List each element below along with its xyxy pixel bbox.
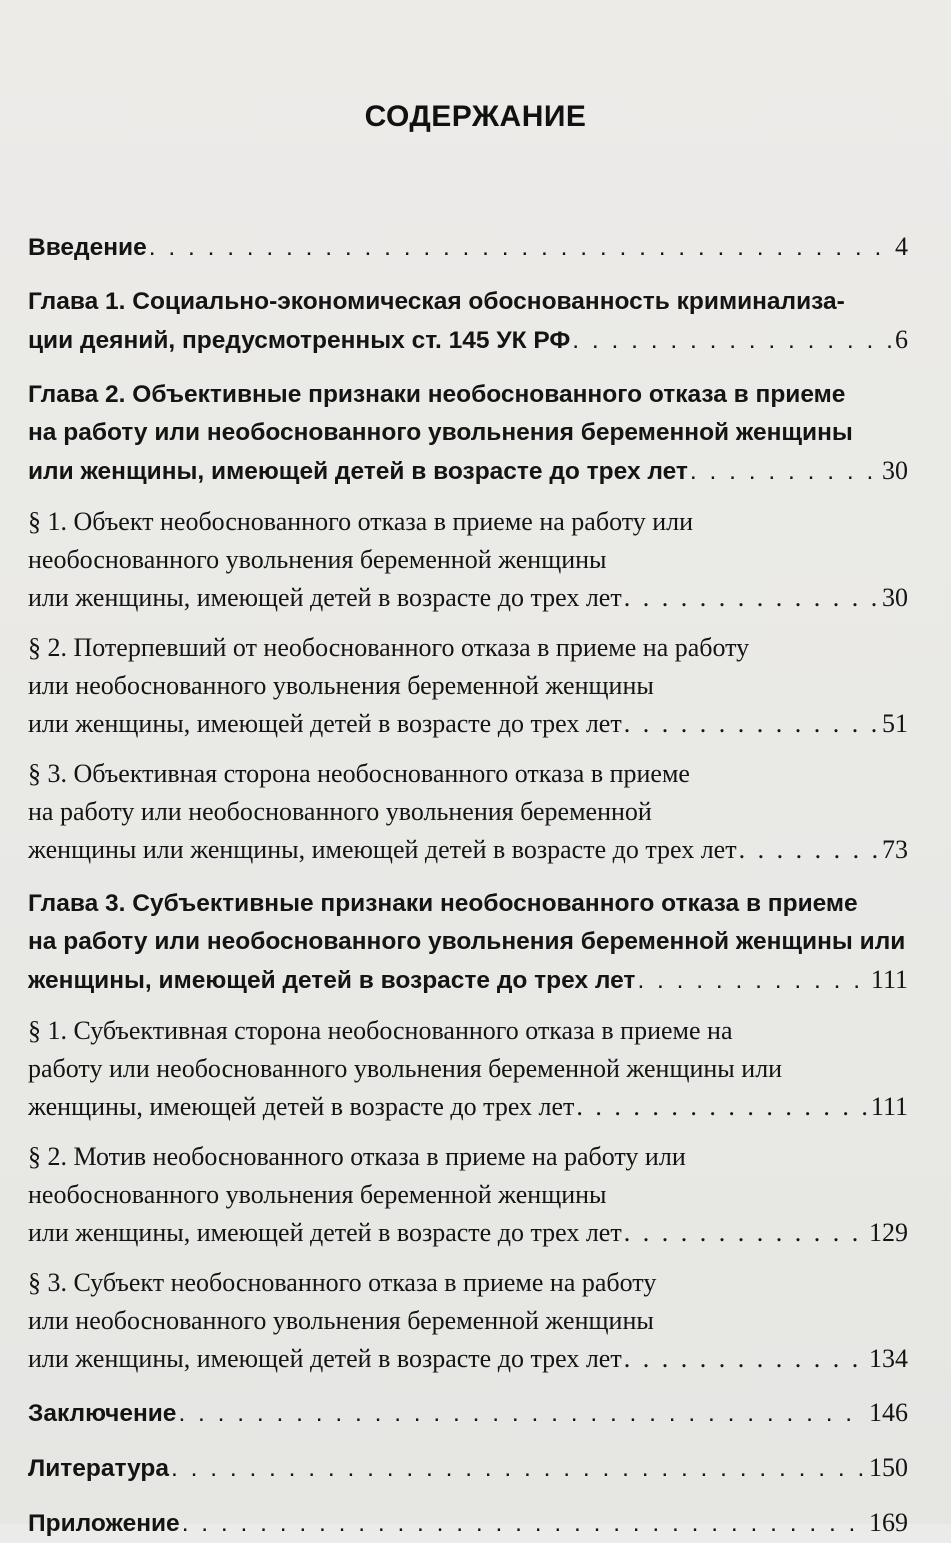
toc-entry-text: или женщины, имеющей детей в возрасте до трех лет bbox=[28, 1218, 622, 1247]
toc-page-number: 30 bbox=[882, 583, 908, 612]
toc-entry-text: Глава 1. Социально-экономическая обоснованность криминализа- bbox=[28, 288, 845, 315]
toc-page-number: 6 bbox=[895, 325, 908, 354]
toc-page-number: 111 bbox=[870, 965, 908, 994]
toc-entry-text: на работу или необоснованного увольнения беременной женщины bbox=[28, 419, 853, 446]
toc-entry-text: на работу или необоснованного увольнения беременной женщины или bbox=[28, 928, 906, 955]
toc-entry-literature[interactable] bbox=[28, 1449, 908, 1488]
toc-entry-text: или женщины, имеющей детей в возрасте до трех лет bbox=[28, 1344, 622, 1373]
leader-dots bbox=[624, 1214, 867, 1252]
toc-page-number: 146 bbox=[869, 1398, 908, 1427]
toc-page-number: 150 bbox=[869, 1453, 908, 1482]
leader-dots bbox=[739, 831, 880, 869]
toc-entry-text: женщины, имеющей детей в возрасте до трех лет bbox=[28, 967, 636, 994]
toc-entry-conclusion[interactable] bbox=[28, 1394, 908, 1433]
leader-dots bbox=[576, 1088, 869, 1126]
toc-entry-text: § 1. Субъективная сторона необоснованного отказа в приеме на bbox=[28, 1016, 733, 1045]
toc-entry-text: Глава 2. Объективные признаки необоснованного отказа в приеме bbox=[28, 381, 846, 408]
leader-dots bbox=[624, 1340, 867, 1378]
toc-entry-chapter-1[interactable] bbox=[28, 283, 908, 360]
toc-page-number: 134 bbox=[869, 1344, 908, 1373]
toc-entry-text: Заключение bbox=[28, 1400, 177, 1427]
toc-entry-text: женщины, имеющей детей в возрасте до трех лет bbox=[28, 1092, 575, 1121]
toc-page-number: 51 bbox=[882, 709, 908, 738]
toc-entry-chapter-3[interactable] bbox=[28, 885, 908, 1000]
toc-entry-text: § 2. Мотив необоснованного отказа в приеме на работу или bbox=[28, 1142, 686, 1171]
toc-entry-text: Приложение bbox=[28, 1510, 180, 1537]
toc-entry-text: § 2. Потерпевший от необоснованного отказа в приеме на работу bbox=[28, 633, 750, 662]
leader-dots bbox=[149, 229, 893, 267]
toc-page-number: 4 bbox=[895, 232, 908, 261]
toc-entry-text: или женщины, имеющей детей в возрасте до трех лет bbox=[28, 458, 688, 485]
toc-page-number: 30 bbox=[882, 456, 908, 485]
toc-entry-text: ции деяний, предусмотренных ст. 145 УК РФ bbox=[28, 327, 571, 354]
leader-dots bbox=[182, 1505, 867, 1543]
toc-entry-text: Введение bbox=[28, 234, 147, 261]
toc-entry-section-3-3[interactable] bbox=[28, 1264, 908, 1378]
leader-dots bbox=[690, 453, 880, 491]
leader-dots bbox=[624, 579, 880, 617]
toc-entry-text: или необоснованного увольнения беременной женщины bbox=[28, 1306, 654, 1335]
leader-dots bbox=[572, 322, 893, 360]
toc-entry-text: необоснованного увольнения беременной женщины bbox=[28, 545, 607, 574]
leader-dots bbox=[637, 962, 868, 1000]
toc-entry-text: § 3. Объективная сторона необоснованного отказа в приеме bbox=[28, 759, 690, 788]
toc-entry-text: на работу или необоснованного увольнения беременной bbox=[28, 797, 652, 826]
toc-entry-text: Глава 3. Субъективные признаки необоснованного отказа в приеме bbox=[28, 890, 858, 917]
toc-entry-text: женщины или женщины, имеющей детей в возрасте до трех лет bbox=[28, 835, 737, 864]
toc-entry-introduction[interactable] bbox=[28, 228, 908, 267]
toc-page-number: 169 bbox=[869, 1508, 908, 1537]
toc-entry-text: § 3. Субъект необоснованного отказа в приеме на работу bbox=[28, 1268, 657, 1297]
toc-entry-text: или женщины, имеющей детей в возрасте до трех лет bbox=[28, 583, 622, 612]
toc-page-number: 129 bbox=[869, 1218, 908, 1247]
toc-entry-chapter-2[interactable] bbox=[28, 376, 908, 491]
toc-entry-section-2-3[interactable] bbox=[28, 755, 908, 869]
toc-entry-section-3-1[interactable] bbox=[28, 1012, 908, 1126]
toc-entry-section-2-2[interactable] bbox=[28, 629, 908, 743]
toc-entry-text: или необоснованного увольнения беременной женщины bbox=[28, 671, 654, 700]
toc-entry-section-3-2[interactable] bbox=[28, 1138, 908, 1252]
toc-page-number: 111 bbox=[870, 1092, 908, 1121]
toc-entry-section-2-1[interactable] bbox=[28, 503, 908, 617]
table-of-contents bbox=[28, 228, 908, 1543]
toc-entry-text: работу или необоснованного увольнения беременной женщины или bbox=[28, 1054, 783, 1083]
leader-dots bbox=[624, 705, 880, 743]
leader-dots bbox=[178, 1395, 867, 1433]
page-title: СОДЕРЖАНИЕ bbox=[364, 100, 587, 133]
toc-entry-text: Литература bbox=[28, 1455, 169, 1482]
toc-entry-text: или женщины, имеющей детей в возрасте до трех лет bbox=[28, 709, 622, 738]
toc-entry-text: необоснованного увольнения беременной женщины bbox=[28, 1180, 607, 1209]
toc-page-number: 73 bbox=[882, 835, 908, 864]
toc-entry-text: § 1. Объект необоснованного отказа в приеме на работу или bbox=[28, 507, 694, 536]
leader-dots bbox=[171, 1450, 867, 1488]
